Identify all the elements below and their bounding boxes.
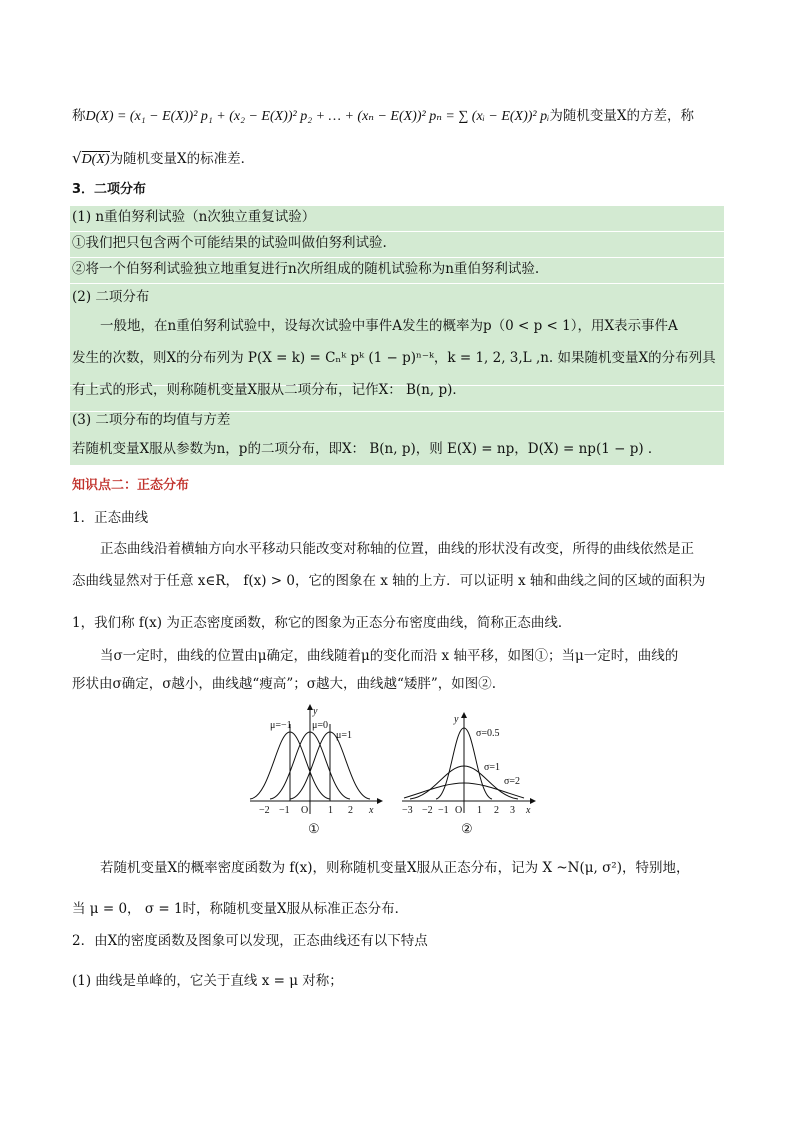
axis-label-y: y bbox=[313, 706, 318, 717]
para-3-line-2: 当 μ = 0， σ = 1时，称随机变量X服从标准正态分布． bbox=[72, 901, 409, 917]
tick-3: 3 bbox=[510, 805, 515, 816]
x-axis-arrow bbox=[377, 798, 383, 804]
tick-2: 2 bbox=[494, 805, 499, 816]
label-sigma-1: σ=1 bbox=[484, 762, 501, 773]
box-line-4: (2) 二项分布 bbox=[72, 289, 150, 305]
box-line-1: (1) n重伯努利试验（n次独立重复试验） bbox=[72, 209, 316, 225]
tick-neg2: −2 bbox=[422, 805, 433, 816]
box-line-9: 若随机变量X服从参数为n，p的二项分布，即X： B(n, p)，则 E(X) = np，D(X) = np(1 − p) ． bbox=[72, 441, 662, 457]
text-suffix: 为随机变量X的方差，称 bbox=[549, 108, 694, 124]
tick-1: 1 bbox=[477, 805, 482, 816]
tick-neg1: −1 bbox=[279, 805, 290, 816]
tick-1: 1 bbox=[328, 805, 333, 816]
figure-1-normal-curves-mu bbox=[245, 702, 385, 822]
axis-label-y: y bbox=[454, 714, 459, 725]
para-1-line-2: 态曲线显然对于任意 x∈R， f(x) > 0，它的图象在 x 轴的上方．可以证明 x 轴和曲线之间的区域的面积为 bbox=[72, 573, 706, 589]
label-mu-0: μ=0 bbox=[312, 720, 329, 731]
label-sigma-0.5: σ=0.5 bbox=[476, 728, 500, 739]
label-sigma-2: σ=2 bbox=[504, 776, 521, 787]
label-mu-1: μ=1 bbox=[336, 730, 353, 741]
variance-formula: D(X) = (x₁ − E(X))² p₁ + (x₂ − E(X))² p₂ + … + (xₙ − E(X))² pₙ = ∑ (xᵢ − E(X))² pᵢ bbox=[85, 109, 550, 124]
section-1-heading: 1．正态曲线 bbox=[72, 510, 149, 526]
para-1-line-1: 正态曲线沿着横轴方向水平移动只能改变对称轴的位置，曲线的形状没有改变，所得的曲线依然是正 bbox=[100, 541, 694, 557]
tick-origin: O bbox=[455, 805, 463, 816]
box-line-3: ②将一个伯努利试验独立地重复进行n次所组成的随机试验称为n重伯努利试验. bbox=[72, 261, 540, 277]
variance-definition bbox=[72, 106, 724, 127]
box-line-7: 有上式的形式，则称随机变量X服从二项分布，记作X： B(n, p)． bbox=[72, 382, 466, 398]
figure-1-caption: ① bbox=[308, 822, 320, 837]
tick-neg2: −2 bbox=[259, 805, 270, 816]
box-line-8: (3) 二项分布的均值与方差 bbox=[72, 412, 231, 428]
std-text: 为随机变量X的标准差． bbox=[109, 151, 255, 167]
text-prefix: 称 bbox=[72, 108, 86, 124]
y-axis-arrow bbox=[461, 712, 467, 718]
box-line-6: 发生的次数，则X的分布列为 P(X = k) = Cₙᵏ pᵏ (1 − p)ⁿ⁻ᵏ，k = 1, 2, 3,L ,n. 如果随机变量X的分布列具 bbox=[72, 350, 716, 366]
label-mu-neg1: μ=−1 bbox=[270, 720, 292, 731]
figure-2-normal-curves-sigma bbox=[400, 710, 540, 822]
figure-2-caption: ② bbox=[461, 822, 473, 837]
section-2-heading: 2．由X的密度函数及图象可以发现，正态曲线还有以下特点 bbox=[72, 933, 428, 949]
tick-origin: O bbox=[301, 805, 309, 816]
sqrt-sign: √ bbox=[72, 149, 82, 167]
x-axis-arrow bbox=[530, 798, 536, 804]
tick-neg1: −1 bbox=[438, 805, 449, 816]
knowledge-point-2: 知识点二：正态分布 bbox=[72, 478, 190, 493]
axis-label-x: x bbox=[369, 805, 374, 816]
feature-1: (1) 曲线是单峰的，它关于直线 x = μ 对称； bbox=[72, 973, 343, 989]
tick-2: 2 bbox=[348, 805, 353, 816]
sqrt-content: D(X) bbox=[81, 152, 110, 167]
para-3-line-1: 若随机变量X的概率密度函数为 f(x)，则称随机变量X服从正态分布，记为 X ~N(μ, σ²)，特别地， bbox=[100, 860, 690, 876]
box-line-5: 一般地，在n重伯努利试验中，设每次试验中事件A发生的概率为p（0 < p < 1），用X表示事件A bbox=[100, 318, 678, 334]
std-definition bbox=[72, 148, 724, 170]
box-line-2: ①我们把只包含两个可能结果的试验叫做伯努利试验. bbox=[72, 235, 387, 251]
para-2-line-2: 形状由σ确定，σ越小，曲线越“瘦高”；σ越大，曲线越“矮胖”，如图②. bbox=[72, 676, 497, 692]
tick-neg3: −3 bbox=[402, 805, 413, 816]
section-3-heading: 3．二项分布 bbox=[72, 182, 147, 197]
axis-label-x: x bbox=[526, 805, 531, 816]
para-1-line-3: 1，我们称 f(x) 为正态密度函数，称它的图象为正态分布密度曲线，简称正态曲线． bbox=[72, 615, 572, 631]
para-2-line-1: 当σ一定时，曲线的位置由μ确定，曲线随着μ的变化而沿 x 轴平移，如图①；当μ一定时，曲线的 bbox=[100, 648, 679, 664]
